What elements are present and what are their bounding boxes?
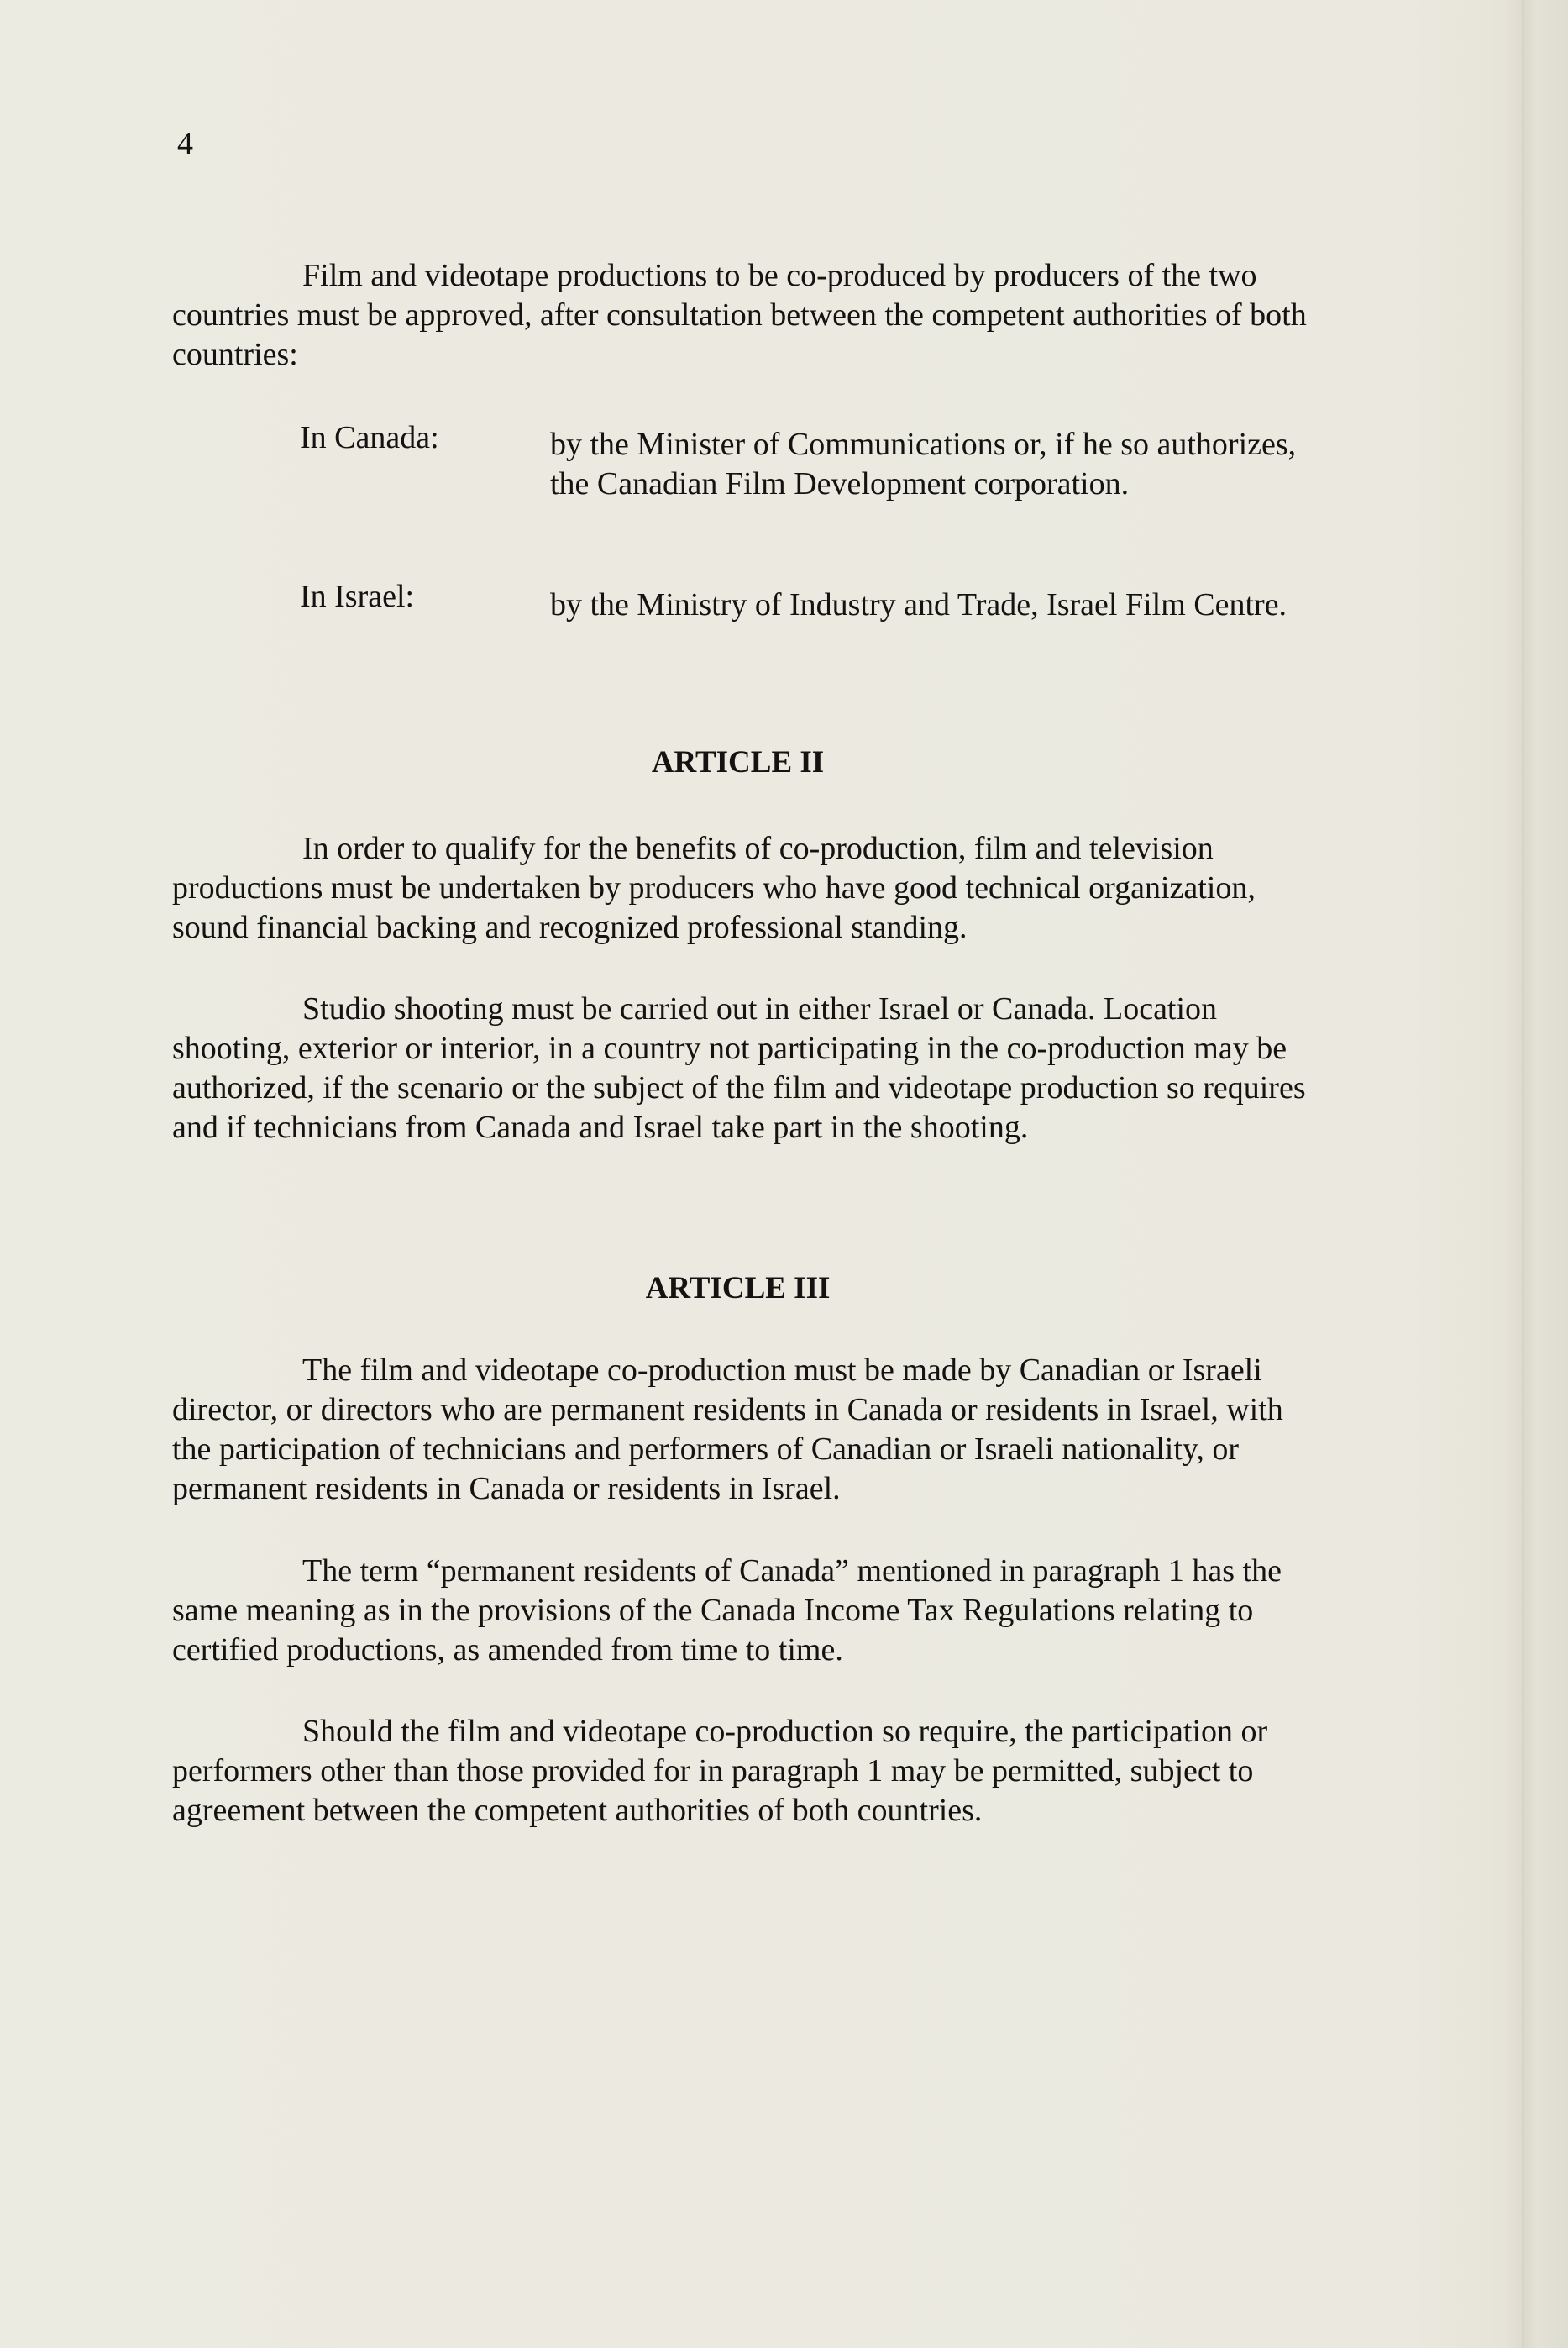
article-3-heading: ARTICLE III [645,1271,831,1305]
article-2-paragraph-1: In order to qualify for the benefits of co-production, film and television productions must be undertaken by producers who have good technical organization, sound financial backing and recognized professional standing. [172,831,1256,945]
article-2-paragraph-2: Studio shooting must be carried out in either Israel or Canada. Location shooting, exterior or interior, in a country not participating in the co-production may be authorized, if the scenario or the subject of the film and videotape production so requires and if technicians from Canada and Israel take part in the shooting. [172,991,1306,1145]
article-3-paragraph-3: Should the film and videotape co-production so require, the participation or performers other than those provided for in paragraph 1 may be permitted, subject to agreement between the competent authorities of both countries. [172,1714,1268,1828]
page-number: 4 [177,126,193,161]
show-through-text [353,370,1109,403]
authority-text-canada: by the Minister of Communications or, if he so authorizes, the Canadian Film Development corporation. [550,427,1297,502]
article-2-heading: ARTICLE II [651,745,825,780]
authority-label-israel: In Israel: [300,579,415,614]
article-3-paragraph-2: The term “permanent residents of Canada” mentioned in paragraph 1 has the same meaning as in the provisions of the Canada Income Tax Regulations relating to certified productions, as amended from time to time. [172,1553,1282,1668]
page-edge-shadow [1522,0,1524,2348]
authority-label-canada: In Canada: [300,420,439,455]
article-3-paragraph-1: The film and videotape co-production must be made by Canadian or Israeli director, or directors who are permanent residents in Canada or residents in Israel, with the participation of technicians and performers of Canadian or Israeli nationality, or permanent residents in Canada or residents in Israel. [172,1353,1283,1506]
intro-paragraph: Film and videotape productions to be co-produced by producers of the two countries must be approved, after consultation between the competent authorities of both countries: [172,258,1307,372]
authority-text-israel: by the Ministry of Industry and Trade, Israel Film Centre. [550,587,1287,622]
